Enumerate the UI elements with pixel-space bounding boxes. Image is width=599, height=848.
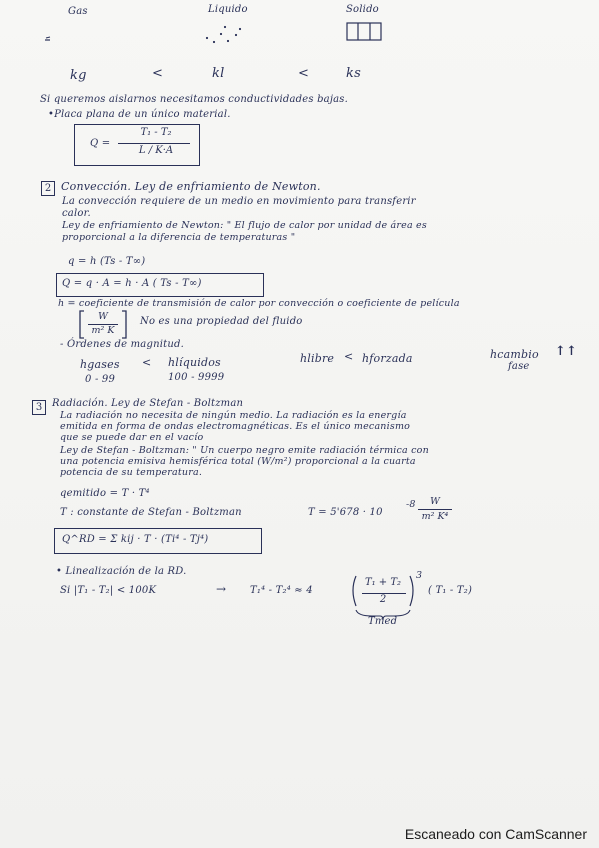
linearization-power: 3 xyxy=(416,570,423,581)
k-liquid: kl xyxy=(212,66,225,81)
label-gas: Gas xyxy=(68,6,88,17)
h-liquidos-range: 100 - 9999 xyxy=(168,372,225,383)
scanner-watermark: Escaneado con CamScanner xyxy=(404,826,587,842)
lt-symbol-2: < xyxy=(298,66,310,81)
t-med: Tmed xyxy=(368,616,398,627)
radiation-line-2: emitida en forma de ondas electromagnéticas. Es el único mecanismo xyxy=(60,421,411,432)
convection-eq-2: Q = q · A = h · A ( Ts - T∞) xyxy=(62,278,202,289)
h-forzada: hforzada xyxy=(362,352,413,365)
radiation-line-6: potencia de su temperatura. xyxy=(60,467,203,478)
k-gas: kg xyxy=(70,68,87,83)
radiation-line-1: La radiación no necesita de ningún medio. La radiación es la energía xyxy=(60,410,407,421)
lt-symbol-1: < xyxy=(152,66,164,81)
h-liquidos: hlíquidos xyxy=(168,356,221,369)
h-gases-range: 0 - 99 xyxy=(85,374,116,385)
orders-of-magnitude: - Órdenes de magnitud. xyxy=(60,339,184,350)
radiation-formula: Q^RD = Σ kij · T · (Ti⁴ - Tj⁴) xyxy=(62,534,209,545)
not-property-note: No es una propiedad del fluido xyxy=(140,316,303,327)
radiation-line-5: una potencia emisiva hemisférica total (W/m²) proporcional a la cuarta xyxy=(60,456,416,467)
linearization-numerator: T₁ + T₂ xyxy=(364,577,402,588)
label-liquido: Liquido xyxy=(208,4,248,15)
section-number-2: 2 xyxy=(41,181,55,196)
sigma-unit-denominator: m² K⁴ xyxy=(421,511,449,522)
conduction-formula-lhs: Q = xyxy=(90,138,111,149)
linearization-rhs: ( T₁ - T₂) xyxy=(428,585,473,596)
lt-symbol-free: < xyxy=(344,350,354,363)
convection-title: Convección. Ley de enfriamiento de Newton. xyxy=(61,180,321,193)
right-arrow-icon: → xyxy=(216,582,227,596)
sigma-exponent: -8 xyxy=(406,499,416,510)
convection-line-2: calor. xyxy=(62,208,91,219)
linearization-lhs: T₁⁴ - T₂⁴ ≈ 4 xyxy=(250,585,313,596)
h-unit-denominator: m² K xyxy=(91,325,115,336)
h-definition: h = coeficiente de transmisión de calor por convección o coeficiente de película xyxy=(58,298,460,309)
sigma-unit-numerator: W xyxy=(430,496,440,507)
h-gases: hgases xyxy=(80,358,120,371)
k-solid: ks xyxy=(346,66,361,81)
conduction-intro: Si queremos aislarnos necesitamos conductividades bajas. xyxy=(40,94,349,105)
section-number-3: 3 xyxy=(32,400,46,415)
linearization-denominator: 2 xyxy=(379,594,387,605)
linearization-condition: Si |T₁ - T₂| < 100K xyxy=(60,585,157,596)
sigma-definition: T : constante de Stefan - Boltzman xyxy=(60,507,242,518)
h-cambio-fase: fase xyxy=(508,361,530,372)
convection-line-4: proporcional a la diferencia de temperaturas " xyxy=(62,232,296,243)
radiation-title: Radiación. Ley de Stefan - Boltzman xyxy=(52,398,244,409)
q-emitido: qemitido = T · T⁴ xyxy=(60,488,150,499)
radiation-line-3: que se puede dar en el vacío xyxy=(60,432,204,443)
conduction-plate: •Placa plana de un único material. xyxy=(48,109,231,120)
up-arrows-icon: ↑↑ xyxy=(555,344,578,359)
linearization-title: • Linealización de la RD. xyxy=(56,566,187,577)
convection-line-3: Ley de enfriamiento de Newton: " El flujo de calor por unidad de área es xyxy=(62,220,427,231)
h-unit-numerator: W xyxy=(98,311,108,322)
h-libre: hlibre xyxy=(300,352,335,365)
label-solido: Solido xyxy=(346,4,379,15)
conduction-formula-denominator: L / K·A xyxy=(138,145,174,156)
sigma-value: T = 5'678 · 10 xyxy=(308,507,383,518)
conduction-formula-numerator: T₁ - T₂ xyxy=(140,127,172,138)
h-cambio: hcambio xyxy=(490,348,539,361)
convection-line-1: La convección requiere de un medio en movimiento para transferir xyxy=(62,196,416,207)
radiation-line-4: Ley de Stefan - Boltzman: " Un cuerpo negro emite radiación térmica con xyxy=(60,445,429,456)
convection-eq-1: q = h (Ts - T∞) xyxy=(68,256,146,267)
lt-symbol-h: < xyxy=(142,356,152,369)
